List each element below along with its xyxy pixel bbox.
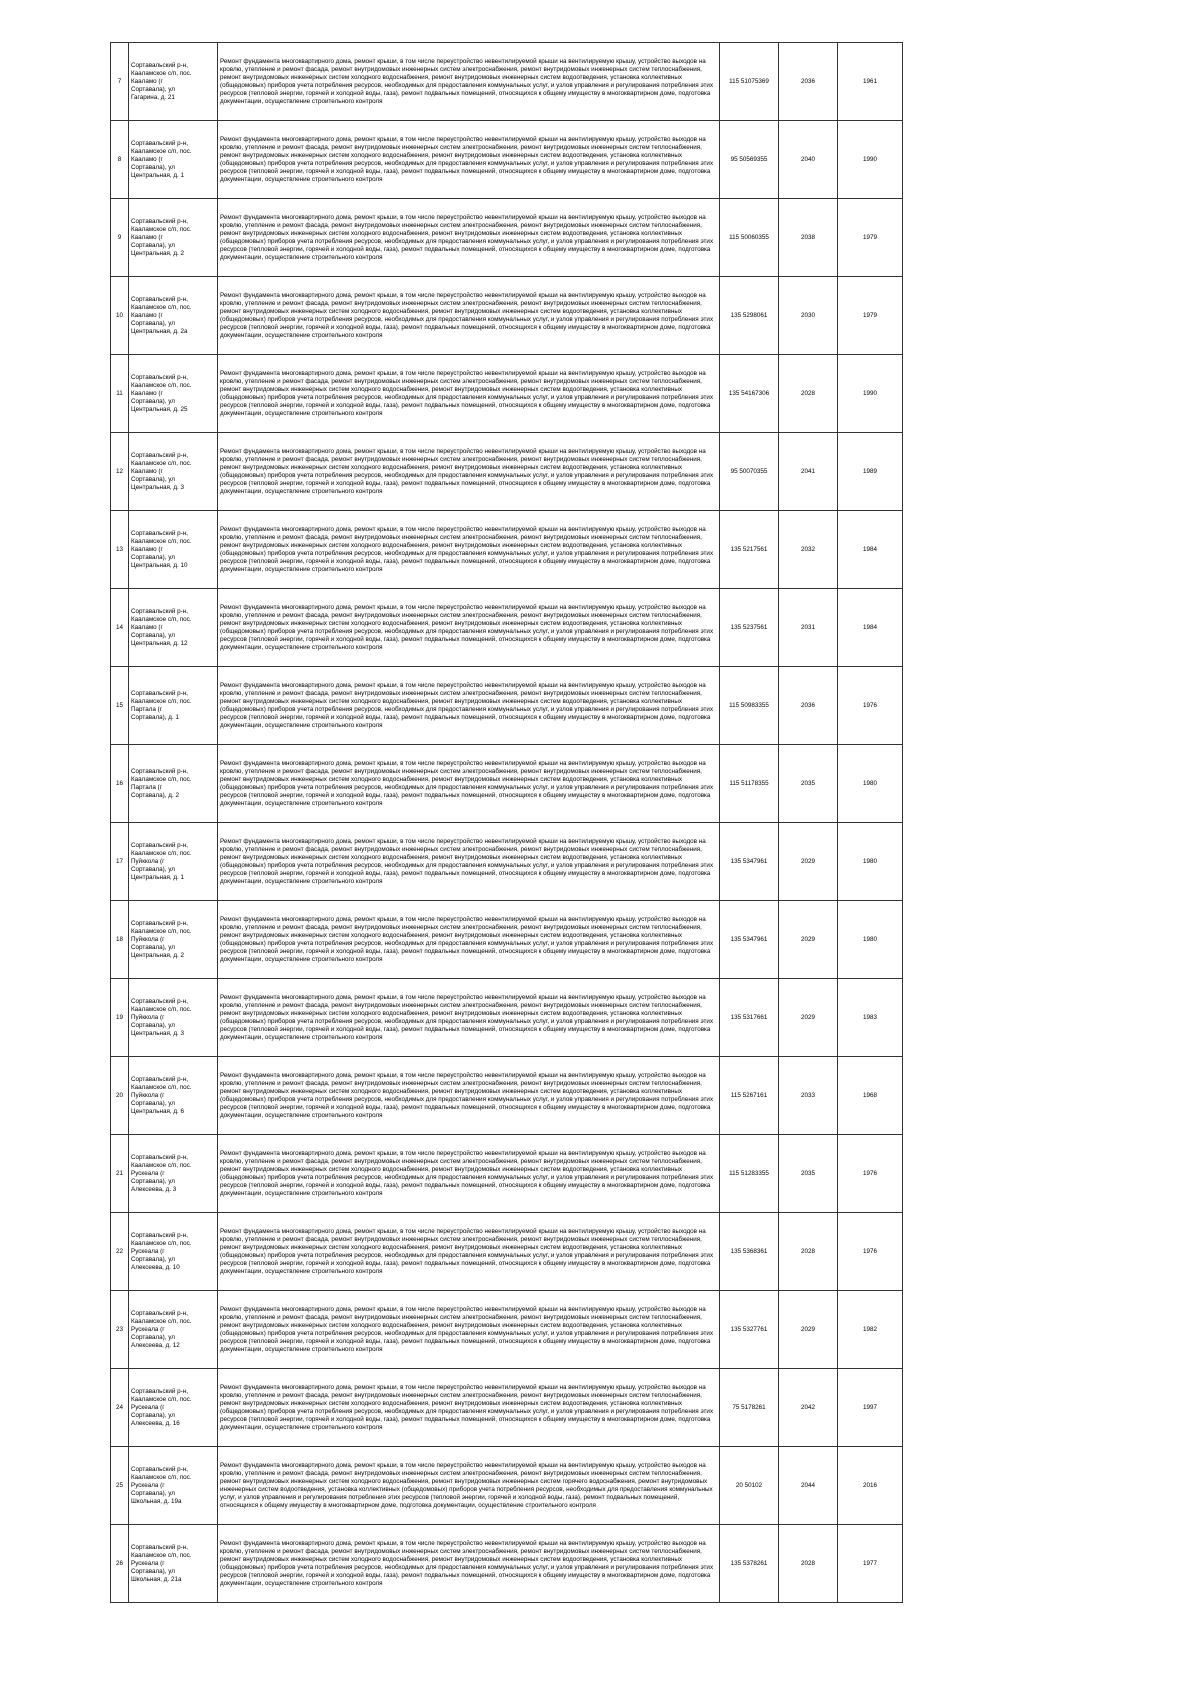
build-year: 1980: [838, 823, 903, 901]
cost-value: 115 50983355: [720, 667, 779, 745]
row-number: 19: [111, 979, 129, 1057]
planned-year: 2029: [779, 1291, 838, 1369]
cost-value: 135 5347961: [720, 901, 779, 979]
address-line: Сортавала), д. 1: [131, 713, 179, 721]
planned-year: 2036: [779, 667, 838, 745]
address-line: Кааламское с/п, пос.: [131, 1083, 192, 1091]
address-line: Центральная, д. 25: [131, 405, 188, 413]
build-year: 1982: [838, 1291, 903, 1369]
address-cell: [129, 121, 218, 199]
address-line: Рускеала (г: [131, 1481, 165, 1489]
work-description: Ремонт фундамента многоквартирного дома, ремонт крыши, в том числе переустройство невентилируемой крыши на вентилируемую крышу, устройство выходов на кровлю, утепление и ремонт фасада, ремонт внутридомовых инженерных систем электроснабжения, ремонт внутридомовых инженерных систем теплоснабжения, ремонт внутридомовых инженерных систем холодного водоснабжения, ремонт внутридомовых инженерных систем водоотведения, установка коллективных (общедомовых) приборов учета потребления ресурсов, необходимых для предоставления коммунальных услуг, и узлов управления и регулирования потребления этих ресурсов (тепловой энергии, горячей и холодной воды, газа), ремонт подвальных помещений, относящихся к общему имуществу в многоквартирном доме, подготовка документации, осуществление строительного контроля: [218, 823, 720, 901]
table-row: [111, 589, 903, 667]
address-line: Кааламское с/п, пос.: [131, 381, 192, 389]
address-line: Сортавальский р-н,: [131, 997, 188, 1005]
address-line: Кааламо (г: [131, 77, 163, 85]
planned-year: 2035: [779, 1135, 838, 1213]
planned-year: 2029: [779, 979, 838, 1057]
work-description: Ремонт фундамента многоквартирного дома, ремонт крыши, в том числе переустройство невентилируемой крыши на вентилируемую крышу, устройство выходов на кровлю, утепление и ремонт фасада, ремонт внутридомовых инженерных систем электроснабжения, ремонт внутридомовых инженерных систем теплоснабжения, ремонт внутридомовых инженерных систем холодного водоснабжения, ремонт внутридомовых инженерных систем водоотведения, установка коллективных (общедомовых) приборов учета потребления ресурсов, необходимых для предоставления коммунальных услуг, и узлов управления и регулирования потребления этих ресурсов (тепловой энергии, горячей и холодной воды, газа), ремонт подвальных помещений, относящихся к общему имуществу в многоквартирном доме, подготовка документации, осуществление строительного контроля: [218, 979, 720, 1057]
work-description: Ремонт фундамента многоквартирного дома, ремонт крыши, в том числе переустройство невентилируемой крыши на вентилируемую крышу, устройство выходов на кровлю, утепление и ремонт фасада, ремонт внутридомовых инженерных систем электроснабжения, ремонт внутридомовых инженерных систем теплоснабжения, ремонт внутридомовых инженерных систем холодного водоснабжения, ремонт внутридомовых инженерных систем водоотведения, установка коллективных (общедомовых) приборов учета потребления ресурсов, необходимых для предоставления коммунальных услуг, и узлов управления и регулирования потребления этих ресурсов (тепловой энергии, горячей и холодной воды, газа), ремонт подвальных помещений, относящихся к общему имуществу в многоквартирном доме, подготовка документации, осуществление строительного контроля: [218, 667, 720, 745]
address-line: Кааламо (г: [131, 233, 163, 241]
address-line: Центральная, д. 12: [131, 639, 188, 647]
address-line: Сортавальский р-н,: [131, 607, 188, 615]
cost-value: 135 5317661: [720, 979, 779, 1057]
address-line: Алексеева, д. 16: [131, 1419, 180, 1427]
address-cell: [129, 979, 218, 1057]
address-line: Партала (г: [131, 783, 163, 791]
work-description: Ремонт фундамента многоквартирного дома, ремонт крыши, в том числе переустройство невентилируемой крыши на вентилируемую крышу, устройство выходов на кровлю, утепление и ремонт фасада, ремонт внутридомовых инженерных систем электроснабжения, ремонт внутридомовых инженерных систем теплоснабжения, ремонт внутридомовых инженерных систем холодного водоснабжения, ремонт внутридомовых инженерных систем водоотведения, установка коллективных (общедомовых) приборов учета потребления ресурсов, необходимых для предоставления коммунальных услуг, и узлов управления и регулирования потребления этих ресурсов (тепловой энергии, горячей и холодной воды, газа), ремонт подвальных помещений, относящихся к общему имуществу в многоквартирном доме, подготовка документации, осуществление строительного контроля: [218, 1213, 720, 1291]
cost-value: 135 5237561: [720, 589, 779, 667]
row-number: 21: [111, 1135, 129, 1213]
address-line: Рускеала (г: [131, 1403, 165, 1411]
address-line: Кааламское с/п, пос.: [131, 1161, 192, 1169]
row-number: 14: [111, 589, 129, 667]
cost-value: 135 5298061: [720, 277, 779, 355]
cost-value: 115 50060355: [720, 199, 779, 277]
cost-value: 135 5368361: [720, 1213, 779, 1291]
address-line: Кааламское с/п, пос.: [131, 697, 192, 705]
build-year: 1979: [838, 199, 903, 277]
cost-value: 135 54167306: [720, 355, 779, 433]
address-cell: [129, 355, 218, 433]
planned-year: 2030: [779, 277, 838, 355]
row-number: 16: [111, 745, 129, 823]
address-cell: [129, 511, 218, 589]
address-line: Кааламское с/п, пос.: [131, 303, 192, 311]
row-number: 18: [111, 901, 129, 979]
address-cell: [129, 823, 218, 901]
build-year: 1984: [838, 511, 903, 589]
address-line: Кааламо (г: [131, 623, 163, 631]
build-year: 1968: [838, 1057, 903, 1135]
address-line: Сортавальский р-н,: [131, 689, 188, 697]
address-line: Сортавальский р-н,: [131, 841, 188, 849]
address-line: Кааламское с/п, пос.: [131, 1239, 192, 1247]
address-line: Сортавала), ул: [131, 865, 175, 873]
cost-value: 115 51075369: [720, 43, 779, 121]
work-description: Ремонт фундамента многоквартирного дома, ремонт крыши, в том числе переустройство невентилируемой крыши на вентилируемую крышу, устройство выходов на кровлю, утепление и ремонт фасада, ремонт внутридомовых инженерных систем электроснабжения, ремонт внутридомовых инженерных систем теплоснабжения, ремонт внутридомовых инженерных систем холодного водоснабжения, ремонт внутридомовых инженерных систем водоотведения, установка коллективных (общедомовых) приборов учета потребления ресурсов, необходимых для предоставления коммунальных услуг, и узлов управления и регулирования потребления этих ресурсов (тепловой энергии, горячей и холодной воды, газа), ремонт подвальных помещений, относящихся к общему имуществу в многоквартирном доме, подготовка документации, осуществление строительного контроля: [218, 433, 720, 511]
address-line: Сортавальский р-н,: [131, 1543, 188, 1551]
address-cell: [129, 1291, 218, 1369]
address-line: Кааламское с/п, пос.: [131, 459, 192, 467]
address-line: Сортавала), ул: [131, 1255, 175, 1263]
address-line: Сортавала), ул: [131, 631, 175, 639]
work-description: Ремонт фундамента многоквартирного дома, ремонт крыши, в том числе переустройство невентилируемой крыши на вентилируемую крышу, устройство выходов на кровлю, утепление и ремонт фасада, ремонт внутридомовых инженерных систем электроснабжения, ремонт внутридомовых инженерных систем теплоснабжения, ремонт внутридомовых инженерных систем холодного водоснабжения, ремонт внутридомовых инженерных систем водоотведения, установка коллективных (общедомовых) приборов учета потребления ресурсов, необходимых для предоставления коммунальных услуг, и узлов управления и регулирования потребления этих ресурсов (тепловой энергии, горячей и холодной воды, газа), ремонт подвальных помещений, относящихся к общему имуществу в многоквартирном доме, подготовка документации, осуществление строительного контроля: [218, 43, 720, 121]
address-line: Сортавала), ул: [131, 1567, 175, 1575]
address-line: Кааламское с/п, пос.: [131, 927, 192, 935]
address-line: Сортавальский р-н,: [131, 1153, 188, 1161]
address-line: Сортавала), ул: [131, 553, 175, 561]
address-line: Школьная, д. 21а: [131, 1575, 182, 1583]
address-line: Сортавальский р-н,: [131, 373, 188, 381]
address-line: Кааламское с/п, пос.: [131, 537, 192, 545]
address-line: Кааламское с/п, пос.: [131, 1005, 192, 1013]
address-line: Кааламо (г: [131, 311, 163, 319]
work-description: Ремонт фундамента многоквартирного дома, ремонт крыши, в том числе переустройство невентилируемой крыши на вентилируемую крышу, устройство выходов на кровлю, утепление и ремонт фасада, ремонт внутридомовых инженерных систем электроснабжения, ремонт внутридомовых инженерных систем теплоснабжения, ремонт внутридомовых инженерных систем холодного водоснабжения, ремонт внутридомовых инженерных систем водоотведения, установка коллективных (общедомовых) приборов учета потребления ресурсов, необходимых для предоставления коммунальных услуг, и узлов управления и регулирования потребления этих ресурсов (тепловой энергии, горячей и холодной воды, газа), ремонт подвальных помещений, относящихся к общему имуществу в многоквартирном доме, подготовка документации, осуществление строительного контроля: [218, 901, 720, 979]
build-year: 1990: [838, 355, 903, 433]
address-cell: [129, 589, 218, 667]
address-cell: [129, 1213, 218, 1291]
address-line: Алексеева, д. 12: [131, 1341, 180, 1349]
cost-value: 115 51178355: [720, 745, 779, 823]
address-line: Алексеева, д. 10: [131, 1263, 180, 1271]
planned-year: 2031: [779, 589, 838, 667]
table-row: [111, 277, 903, 355]
build-year: 1961: [838, 43, 903, 121]
work-description: Ремонт фундамента многоквартирного дома, ремонт крыши, в том числе переустройство невентилируемой крыши на вентилируемую крышу, устройство выходов на кровлю, утепление и ремонт фасада, ремонт внутридомовых инженерных систем электроснабжения, ремонт внутридомовых инженерных систем теплоснабжения, ремонт внутридомовых инженерных систем холодного водоснабжения, ремонт внутридомовых инженерных систем горячего водоснабжения, ремонт внутридомовых инженерных систем водоотведения, установка коллективных (общедомовых) приборов учета потребления ресурсов, необходимых для предоставления коммунальных услуг, и узлов управления и регулирования потребления этих ресурсов (тепловой энергии, горячей и холодной воды, газа), ремонт подвальных помещений, относящихся к общему имуществу в многоквартирном доме, подготовка документации, осуществление строительного контроля: [218, 1447, 720, 1525]
table-row: [111, 355, 903, 433]
planned-year: 2033: [779, 1057, 838, 1135]
address-line: Сортавальский р-н,: [131, 1231, 188, 1239]
row-number: 8: [111, 121, 129, 199]
document-page: [110, 42, 890, 1603]
work-description: Ремонт фундамента многоквартирного дома, ремонт крыши, в том числе переустройство невентилируемой крыши на вентилируемую крышу, устройство выходов на кровлю, утепление и ремонт фасада, ремонт внутридомовых инженерных систем электроснабжения, ремонт внутридомовых инженерных систем теплоснабжения, ремонт внутридомовых инженерных систем холодного водоснабжения, ремонт внутридомовых инженерных систем водоотведения, установка коллективных (общедомовых) приборов учета потребления ресурсов, необходимых для предоставления коммунальных услуг, и узлов управления и регулирования потребления этих ресурсов (тепловой энергии, горячей и холодной воды, газа), ремонт подвальных помещений, относящихся к общему имуществу в многоквартирном доме, подготовка документации, осуществление строительного контроля: [218, 277, 720, 355]
work-description: Ремонт фундамента многоквартирного дома, ремонт крыши, в том числе переустройство невентилируемой крыши на вентилируемую крышу, устройство выходов на кровлю, утепление и ремонт фасада, ремонт внутридомовых инженерных систем электроснабжения, ремонт внутридомовых инженерных систем теплоснабжения, ремонт внутридомовых инженерных систем холодного водоснабжения, ремонт внутридомовых инженерных систем водоотведения, установка коллективных (общедомовых) приборов учета потребления ресурсов, необходимых для предоставления коммунальных услуг, и узлов управления и регулирования потребления этих ресурсов (тепловой энергии, горячей и холодной воды, газа), ремонт подвальных помещений, относящихся к общему имуществу в многоквартирном доме, подготовка документации, осуществление строительного контроля: [218, 589, 720, 667]
build-year: 1976: [838, 1213, 903, 1291]
address-line: Кааламское с/п, пос.: [131, 225, 192, 233]
address-cell: [129, 1369, 218, 1447]
table-row: [111, 1291, 903, 1369]
table-row: [111, 1213, 903, 1291]
address-line: Пуйккола (г: [131, 1091, 165, 1099]
row-number: 12: [111, 433, 129, 511]
table-row: [111, 511, 903, 589]
work-description: Ремонт фундамента многоквартирного дома, ремонт крыши, в том числе переустройство невентилируемой крыши на вентилируемую крышу, устройство выходов на кровлю, утепление и ремонт фасада, ремонт внутридомовых инженерных систем электроснабжения, ремонт внутридомовых инженерных систем теплоснабжения, ремонт внутридомовых инженерных систем холодного водоснабжения, ремонт внутридомовых инженерных систем водоотведения, установка коллективных (общедомовых) приборов учета потребления ресурсов, необходимых для предоставления коммунальных услуг, и узлов управления и регулирования потребления этих ресурсов (тепловой энергии, горячей и холодной воды, газа), ремонт подвальных помещений, относящихся к общему имуществу в многоквартирном доме, подготовка документации, осуществление строительного контроля: [218, 355, 720, 433]
build-year: 1990: [838, 121, 903, 199]
address-line: Центральная, д. 1: [131, 171, 185, 179]
table-row: [111, 199, 903, 277]
planned-year: 2028: [779, 1525, 838, 1603]
cost-value: 115 5267161: [720, 1057, 779, 1135]
address-line: Сортавала), ул: [131, 943, 175, 951]
address-line: Рускеала (г: [131, 1247, 165, 1255]
cost-value: 135 5347961: [720, 823, 779, 901]
repair-schedule-table: [110, 42, 903, 1603]
address-line: Сортавальский р-н,: [131, 1387, 188, 1395]
build-year: 1976: [838, 667, 903, 745]
build-year: 1979: [838, 277, 903, 355]
address-line: Алексеева, д. 3: [131, 1185, 177, 1193]
work-description: Ремонт фундамента многоквартирного дома, ремонт крыши, в том числе переустройство невентилируемой крыши на вентилируемую крышу, устройство выходов на кровлю, утепление и ремонт фасада, ремонт внутридомовых инженерных систем электроснабжения, ремонт внутридомовых инженерных систем теплоснабжения, ремонт внутридомовых инженерных систем холодного водоснабжения, ремонт внутридомовых инженерных систем водоотведения, установка коллективных (общедомовых) приборов учета потребления ресурсов, необходимых для предоставления коммунальных услуг, и узлов управления и регулирования потребления этих ресурсов (тепловой энергии, горячей и холодной воды, газа), ремонт подвальных помещений, относящихся к общему имуществу в многоквартирном доме, подготовка документации, осуществление строительного контроля: [218, 1369, 720, 1447]
row-number: 26: [111, 1525, 129, 1603]
address-line: Кааламо (г: [131, 467, 163, 475]
address-line: Кааламо (г: [131, 389, 163, 397]
table-row: [111, 823, 903, 901]
table-row: [111, 1135, 903, 1213]
address-cell: [129, 901, 218, 979]
address-line: Сортавальский р-н,: [131, 919, 188, 927]
address-line: Кааламское с/п, пос.: [131, 1473, 192, 1481]
address-line: Сортавальский р-н,: [131, 295, 188, 303]
address-line: Центральная, д. 2: [131, 249, 185, 257]
address-cell: [129, 277, 218, 355]
planned-year: 2036: [779, 43, 838, 121]
address-line: Сортавала), ул: [131, 1411, 175, 1419]
address-line: Партала (г: [131, 705, 163, 713]
cost-value: 135 5217561: [720, 511, 779, 589]
planned-year: 2028: [779, 355, 838, 433]
address-line: Сортавала), ул: [131, 241, 175, 249]
row-number: 10: [111, 277, 129, 355]
address-line: Центральная, д. 6: [131, 1107, 185, 1115]
address-cell: [129, 43, 218, 121]
work-description: Ремонт фундамента многоквартирного дома, ремонт крыши, в том числе переустройство невентилируемой крыши на вентилируемую крышу, устройство выходов на кровлю, утепление и ремонт фасада, ремонт внутридомовых инженерных систем электроснабжения, ремонт внутридомовых инженерных систем теплоснабжения, ремонт внутридомовых инженерных систем холодного водоснабжения, ремонт внутридомовых инженерных систем водоотведения, установка коллективных (общедомовых) приборов учета потребления ресурсов, необходимых для предоставления коммунальных услуг, и узлов управления и регулирования потребления этих ресурсов (тепловой энергии, горячей и холодной воды, газа), ремонт подвальных помещений, относящихся к общему имуществу в многоквартирном доме, подготовка документации, осуществление строительного контроля: [218, 199, 720, 277]
planned-year: 2044: [779, 1447, 838, 1525]
address-line: Центральная, д. 10: [131, 561, 188, 569]
address-line: Сортавала), ул: [131, 1333, 175, 1341]
cost-value: 75 5178261: [720, 1369, 779, 1447]
address-line: Кааламское с/п, пос.: [131, 1317, 192, 1325]
build-year: 1980: [838, 901, 903, 979]
planned-year: 2028: [779, 1213, 838, 1291]
build-year: 1976: [838, 1135, 903, 1213]
address-line: Сортавальский р-н,: [131, 61, 188, 69]
planned-year: 2040: [779, 121, 838, 199]
address-line: Пуйккола (г: [131, 857, 165, 865]
row-number: 7: [111, 43, 129, 121]
build-year: 1997: [838, 1369, 903, 1447]
address-line: Сортавальский р-н,: [131, 767, 188, 775]
table-row: [111, 1369, 903, 1447]
address-line: Школьная, д. 19а: [131, 1497, 182, 1505]
address-cell: [129, 1447, 218, 1525]
address-line: Центральная, д. 2а: [131, 327, 188, 335]
address-line: Кааламское с/п, пос.: [131, 147, 192, 155]
cost-value: 135 5378261: [720, 1525, 779, 1603]
address-line: Сортавала), ул: [131, 397, 175, 405]
planned-year: 2038: [779, 199, 838, 277]
address-line: Сортавальский р-н,: [131, 451, 188, 459]
address-line: Сортавальский р-н,: [131, 1075, 188, 1083]
address-line: Сортавала), ул: [131, 1489, 175, 1497]
work-description: Ремонт фундамента многоквартирного дома, ремонт крыши, в том числе переустройство невентилируемой крыши на вентилируемую крышу, устройство выходов на кровлю, утепление и ремонт фасада, ремонт внутридомовых инженерных систем электроснабжения, ремонт внутридомовых инженерных систем теплоснабжения, ремонт внутридомовых инженерных систем холодного водоснабжения, ремонт внутридомовых инженерных систем водоотведения, установка коллективных (общедомовых) приборов учета потребления ресурсов, необходимых для предоставления коммунальных услуг, и узлов управления и регулирования потребления этих ресурсов (тепловой энергии, горячей и холодной воды, газа), ремонт подвальных помещений, относящихся к общему имуществу в многоквартирном доме, подготовка документации, осуществление строительного контроля: [218, 1057, 720, 1135]
row-number: 15: [111, 667, 129, 745]
row-number: 22: [111, 1213, 129, 1291]
row-number: 24: [111, 1369, 129, 1447]
row-number: 17: [111, 823, 129, 901]
cost-value: 115 51283355: [720, 1135, 779, 1213]
address-line: Сортавальский р-н,: [131, 1309, 188, 1317]
row-number: 25: [111, 1447, 129, 1525]
address-cell: [129, 1057, 218, 1135]
address-line: Сортавальский р-н,: [131, 139, 188, 147]
table-body: [111, 43, 903, 1603]
address-line: Сортавальский р-н,: [131, 1465, 188, 1473]
address-line: Сортавала), ул: [131, 1177, 175, 1185]
build-year: 1977: [838, 1525, 903, 1603]
address-line: Сортавала), ул: [131, 85, 175, 93]
table-row: [111, 901, 903, 979]
address-line: Сортавала), ул: [131, 163, 175, 171]
row-number: 23: [111, 1291, 129, 1369]
address-line: Центральная, д. 3: [131, 483, 185, 491]
planned-year: 2032: [779, 511, 838, 589]
address-cell: [129, 1135, 218, 1213]
table-row: [111, 667, 903, 745]
address-line: Пуйккола (г: [131, 1013, 165, 1021]
table-row: [111, 745, 903, 823]
address-line: Сортавала), д. 2: [131, 791, 179, 799]
planned-year: 2029: [779, 901, 838, 979]
work-description: Ремонт фундамента многоквартирного дома, ремонт крыши, в том числе переустройство невентилируемой крыши на вентилируемую крышу, устройство выходов на кровлю, утепление и ремонт фасада, ремонт внутридомовых инженерных систем электроснабжения, ремонт внутридомовых инженерных систем теплоснабжения, ремонт внутридомовых инженерных систем холодного водоснабжения, ремонт внутридомовых инженерных систем водоотведения, установка коллективных (общедомовых) приборов учета потребления ресурсов, необходимых для предоставления коммунальных услуг, и узлов управления и регулирования потребления этих ресурсов (тепловой энергии, горячей и холодной воды, газа), ремонт подвальных помещений, относящихся к общему имуществу в многоквартирном доме, подготовка документации, осуществление строительного контроля: [218, 1525, 720, 1603]
work-description: Ремонт фундамента многоквартирного дома, ремонт крыши, в том числе переустройство невентилируемой крыши на вентилируемую крышу, устройство выходов на кровлю, утепление и ремонт фасада, ремонт внутридомовых инженерных систем электроснабжения, ремонт внутридомовых инженерных систем теплоснабжения, ремонт внутридомовых инженерных систем холодного водоснабжения, ремонт внутридомовых инженерных систем водоотведения, установка коллективных (общедомовых) приборов учета потребления ресурсов, необходимых для предоставления коммунальных услуг, и узлов управления и регулирования потребления этих ресурсов (тепловой энергии, горячей и холодной воды, газа), ремонт подвальных помещений, относящихся к общему имуществу в многоквартирном доме, подготовка документации, осуществление строительного контроля: [218, 1135, 720, 1213]
address-line: Сортавала), ул: [131, 475, 175, 483]
planned-year: 2035: [779, 745, 838, 823]
row-number: 13: [111, 511, 129, 589]
cost-value: 95 50569355: [720, 121, 779, 199]
work-description: Ремонт фундамента многоквартирного дома, ремонт крыши, в том числе переустройство невентилируемой крыши на вентилируемую крышу, устройство выходов на кровлю, утепление и ремонт фасада, ремонт внутридомовых инженерных систем электроснабжения, ремонт внутридомовых инженерных систем теплоснабжения, ремонт внутридомовых инженерных систем холодного водоснабжения, ремонт внутридомовых инженерных систем водоотведения, установка коллективных (общедомовых) приборов учета потребления ресурсов, необходимых для предоставления коммунальных услуг, и узлов управления и регулирования потребления этих ресурсов (тепловой энергии, горячей и холодной воды, газа), ремонт подвальных помещений, относящихся к общему имуществу в многоквартирном доме, подготовка документации, осуществление строительного контроля: [218, 1291, 720, 1369]
address-line: Кааламское с/п, пос.: [131, 1395, 192, 1403]
address-line: Сортавальский р-н,: [131, 217, 188, 225]
cost-value: 135 5327761: [720, 1291, 779, 1369]
work-description: Ремонт фундамента многоквартирного дома, ремонт крыши, в том числе переустройство невентилируемой крыши на вентилируемую крышу, устройство выходов на кровлю, утепление и ремонт фасада, ремонт внутридомовых инженерных систем электроснабжения, ремонт внутридомовых инженерных систем теплоснабжения, ремонт внутридомовых инженерных систем холодного водоснабжения, ремонт внутридомовых инженерных систем водоотведения, установка коллективных (общедомовых) приборов учета потребления ресурсов, необходимых для предоставления коммунальных услуг, и узлов управления и регулирования потребления этих ресурсов (тепловой энергии, горячей и холодной воды, газа), ремонт подвальных помещений, относящихся к общему имуществу в многоквартирном доме, подготовка документации, осуществление строительного контроля: [218, 511, 720, 589]
table-row: [111, 43, 903, 121]
build-year: 1983: [838, 979, 903, 1057]
cost-value: 95 50070355: [720, 433, 779, 511]
address-line: Рускеала (г: [131, 1325, 165, 1333]
address-line: Кааламо (г: [131, 155, 163, 163]
address-line: Кааламское с/п, пос.: [131, 775, 192, 783]
address-line: Кааламское с/п, пос.: [131, 1551, 192, 1559]
address-line: Сортавала), ул: [131, 1099, 175, 1107]
row-number: 20: [111, 1057, 129, 1135]
row-number: 9: [111, 199, 129, 277]
cost-value: 20 50102: [720, 1447, 779, 1525]
address-line: Рускеала (г: [131, 1169, 165, 1177]
address-line: Кааламское с/п, пос.: [131, 849, 192, 857]
table-row: [111, 1525, 903, 1603]
build-year: 2016: [838, 1447, 903, 1525]
build-year: 1989: [838, 433, 903, 511]
address-line: Кааламо (г: [131, 545, 163, 553]
address-line: Гагарина, д. 21: [131, 93, 175, 101]
table-row: [111, 433, 903, 511]
address-cell: [129, 433, 218, 511]
address-line: Рускеала (г: [131, 1559, 165, 1567]
table-row: [111, 121, 903, 199]
address-line: Центральная, д. 1: [131, 873, 185, 881]
address-cell: [129, 199, 218, 277]
address-line: Кааламское с/п, пос.: [131, 69, 192, 77]
work-description: Ремонт фундамента многоквартирного дома, ремонт крыши, в том числе переустройство невентилируемой крыши на вентилируемую крышу, устройство выходов на кровлю, утепление и ремонт фасада, ремонт внутридомовых инженерных систем электроснабжения, ремонт внутридомовых инженерных систем теплоснабжения, ремонт внутридомовых инженерных систем холодного водоснабжения, ремонт внутридомовых инженерных систем водоотведения, установка коллективных (общедомовых) приборов учета потребления ресурсов, необходимых для предоставления коммунальных услуг, и узлов управления и регулирования потребления этих ресурсов (тепловой энергии, горячей и холодной воды, газа), ремонт подвальных помещений, относящихся к общему имуществу в многоквартирном доме, подготовка документации, осуществление строительного контроля: [218, 745, 720, 823]
planned-year: 2042: [779, 1369, 838, 1447]
build-year: 1980: [838, 745, 903, 823]
address-cell: [129, 745, 218, 823]
table-row: [111, 1057, 903, 1135]
address-cell: [129, 1525, 218, 1603]
address-line: Центральная, д. 3: [131, 1029, 185, 1037]
build-year: 1984: [838, 589, 903, 667]
address-line: Центральная, д. 2: [131, 951, 185, 959]
table-row: [111, 1447, 903, 1525]
planned-year: 2041: [779, 433, 838, 511]
row-number: 11: [111, 355, 129, 433]
address-line: Сортавала), ул: [131, 1021, 175, 1029]
address-cell: [129, 667, 218, 745]
address-line: Пуйккола (г: [131, 935, 165, 943]
work-description: Ремонт фундамента многоквартирного дома, ремонт крыши, в том числе переустройство невентилируемой крыши на вентилируемую крышу, устройство выходов на кровлю, утепление и ремонт фасада, ремонт внутридомовых инженерных систем электроснабжения, ремонт внутридомовых инженерных систем теплоснабжения, ремонт внутридомовых инженерных систем холодного водоснабжения, ремонт внутридомовых инженерных систем водоотведения, установка коллективных (общедомовых) приборов учета потребления ресурсов, необходимых для предоставления коммунальных услуг, и узлов управления и регулирования потребления этих ресурсов (тепловой энергии, горячей и холодной воды, газа), ремонт подвальных помещений, относящихся к общему имуществу в многоквартирном доме, подготовка документации, осуществление строительного контроля: [218, 121, 720, 199]
address-line: Сортавальский р-н,: [131, 529, 188, 537]
address-line: Сортавала), ул: [131, 319, 175, 327]
address-line: Кааламское с/п, пос.: [131, 615, 192, 623]
table-row: [111, 979, 903, 1057]
planned-year: 2029: [779, 823, 838, 901]
